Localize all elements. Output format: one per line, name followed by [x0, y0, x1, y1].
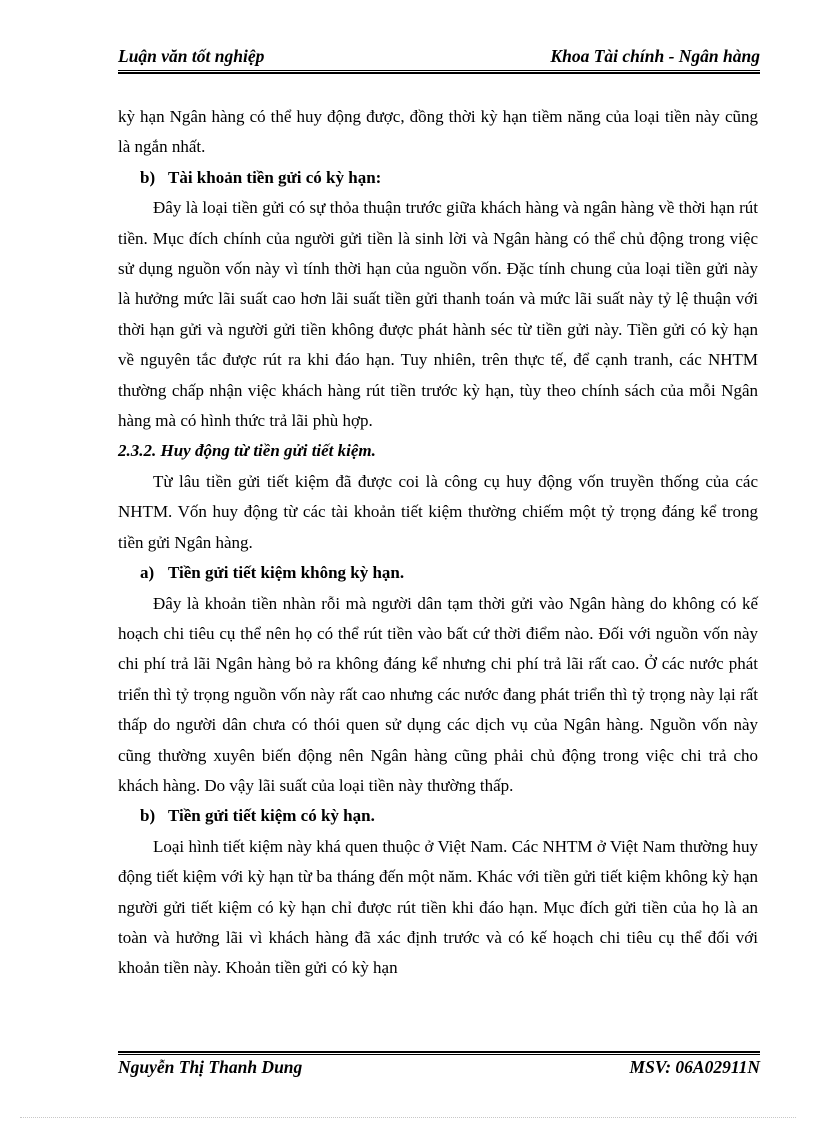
- subheading-term-deposit-account: [118, 163, 758, 193]
- subheading-demand-savings: [118, 558, 758, 588]
- subheading-text: Tiền gửi tiết kiệm có kỳ hạn.: [168, 806, 375, 826]
- header-rule: [118, 70, 760, 74]
- paragraph-term-savings: Loại hình tiết kiệm này khá quen thuộc ở Việt Nam. Các NHTM ở Việt Nam thường huy động tiết kiệm với kỳ hạn từ ba tháng đến một năm. Khác với tiền gửi tiết kiệm không kỳ hạn người gửi tiết kiệm có kỳ hạn chỉ được rút tiền khi đáo hạn. Mục đích gửi tiền của họ là an toàn và hưởng lãi vì khách hàng đã xác định trước và có kế hoạch chi tiêu cụ thể đối với khoản tiền này. Khoản tiền gửi có kỳ hạn: [118, 836, 758, 978]
- paragraph-continuation: kỳ hạn Ngân hàng có thể huy động được, đồng thời kỳ hạn tiềm năng của loại tiền này cũng là ngắn nhất.: [118, 107, 758, 157]
- subheading-text: Tài khoản tiền gửi có kỳ hạn:: [168, 167, 382, 187]
- page-header: [118, 46, 760, 67]
- footer-student-id: MSV: 06A02911N: [629, 1057, 760, 1077]
- subheading-letter: b): [140, 806, 156, 826]
- paragraph-savings-intro: Từ lâu tiền gửi tiết kiệm đã được coi là công cụ huy động vốn truyền thống của các NHTM. Vốn huy động từ các tài khoản tiết kiệm thường chiếm một tỷ trọng đáng kể trong tiền gửi Ngân hàng.: [118, 471, 758, 552]
- header-thesis-title: Luận văn tốt nghiệp: [118, 46, 265, 66]
- subheading-letter: b): [140, 167, 156, 187]
- header-faculty: Khoa Tài chính - Ngân hàng: [550, 46, 760, 66]
- document-body: [118, 102, 758, 984]
- subheading-text: Tiền gửi tiết kiệm không kỳ hạn.: [168, 563, 405, 583]
- page-footer: [118, 1057, 760, 1078]
- footer-rule: [118, 1051, 760, 1055]
- subheading-term-savings: [118, 801, 758, 831]
- paragraph-term-deposit: Đây là loại tiền gửi có sự thỏa thuận trước giữa khách hàng và ngân hàng về thời hạn rút tiền. Mục đích chính của người gửi tiền là sinh lời và Ngân hàng có thể chủ động trong việc sử dụng nguồn vốn này vì tính thời hạn của nguồn vốn. Đặc tính chung của loại tiền gửi này là hưởng mức lãi suất cao hơn lãi suất tiền gửi thanh toán và mức lãi suất này tỷ lệ thuận với thời hạn gửi và người gửi tiền không được phát hành séc từ tiền gửi này. Tiền gửi có kỳ hạn về nguyên tắc được rút ra khi đáo hạn. Tuy nhiên, trên thực tế, để cạnh tranh, các NHTM thường chấp nhận việc khách hàng rút tiền trước kỳ hạn, tùy theo chính sách của mỗi Ngân hàng mà có hình thức trả lãi phù hợp.: [118, 198, 758, 431]
- section-heading-savings: 2.3.2. Huy động từ tiền gửi tiết kiệm.: [118, 441, 376, 461]
- paragraph-demand-savings: Đây là khoản tiền nhàn rỗi mà người dân tạm thời gửi vào Ngân hàng do không có kế hoạch chi tiêu cụ thể nên họ có thể rút tiền vào bất cứ thời điểm nào. Đối với nguồn vốn này chi phí trả lãi Ngân hàng bỏ ra không đáng kể nhưng chi phí trả lãi rất cao. Ở các nước phát triển thì tỷ trọng nguồn vốn này rất cao nhưng các nước đang phát triển thì tỷ trọng này lại rất thấp do người dân chưa có thói quen sử dụng các dịch vụ của Ngân hàng. Nguồn vốn này cũng thường xuyên biến động nên Ngân hàng cũng phải chủ động trong việc chi trả cho khách hàng. Do vậy lãi suất của loại tiền này thường thấp.: [118, 593, 758, 795]
- page-edge: [20, 1117, 796, 1118]
- subheading-letter: a): [140, 563, 155, 583]
- footer-author: Nguyễn Thị Thanh Dung: [118, 1057, 303, 1077]
